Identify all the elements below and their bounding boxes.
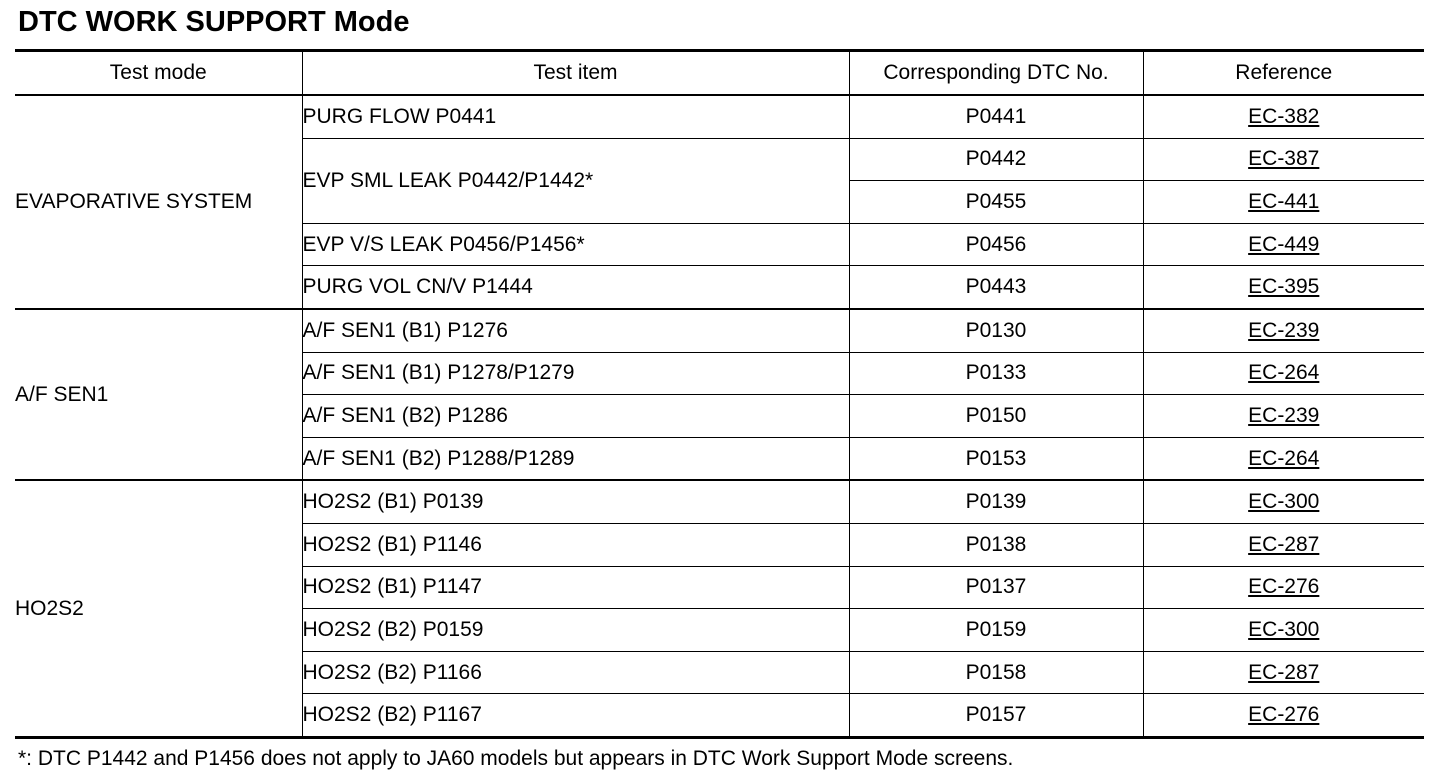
test-item-cell: HO2S2 (B1) P1146 [302, 523, 849, 566]
reference-cell [1143, 523, 1424, 566]
dtc-code-cell: P0456 [849, 223, 1143, 266]
test-item-cell: A/F SEN1 (B2) P1286 [302, 395, 849, 438]
dtc-code-cell: P0157 [849, 694, 1143, 738]
reference-link[interactable]: EC-239 [1248, 403, 1320, 427]
dtc-code-cell: P0130 [849, 309, 1143, 352]
dtc-code-cell: P0159 [849, 609, 1143, 652]
reference-cell [1143, 437, 1424, 480]
dtc-code-cell: P0138 [849, 523, 1143, 566]
test-item-cell: A/F SEN1 (B1) P1276 [302, 309, 849, 352]
dtc-code-cell: P0455 [849, 181, 1143, 224]
dtc-code-cell: P0139 [849, 480, 1143, 523]
reference-link[interactable]: EC-449 [1248, 232, 1320, 256]
reference-cell [1143, 651, 1424, 694]
test-item-cell: HO2S2 (B2) P1167 [302, 694, 849, 738]
reference-cell [1143, 566, 1424, 609]
test-item-cell: HO2S2 (B2) P1166 [302, 651, 849, 694]
reference-cell [1143, 95, 1424, 138]
dtc-code-cell: P0133 [849, 352, 1143, 395]
reference-link[interactable]: EC-287 [1248, 660, 1320, 684]
test-mode-cell: HO2S2 [15, 480, 302, 737]
test-item-cell: EVP SML LEAK P0442/P1442* [302, 138, 849, 223]
reference-link[interactable]: EC-395 [1248, 275, 1320, 299]
table-header [15, 51, 1424, 96]
table-row [15, 309, 1424, 352]
footnote: *: DTC P1442 and P1456 does not apply to JA60 models but appears in DTC Work Support Mode screens. [18, 747, 1014, 770]
dtc-code-cell: P0153 [849, 437, 1143, 480]
reference-link[interactable]: EC-239 [1248, 318, 1320, 342]
reference-cell [1143, 223, 1424, 266]
reference-cell [1143, 480, 1424, 523]
test-item-cell: HO2S2 (B1) P0139 [302, 480, 849, 523]
reference-link[interactable]: EC-287 [1248, 532, 1320, 556]
reference-link[interactable]: EC-264 [1248, 361, 1320, 385]
header-dtc-no: Corresponding DTC No. [849, 51, 1143, 96]
reference-cell [1143, 609, 1424, 652]
reference-link[interactable]: EC-264 [1248, 446, 1320, 470]
table-row [15, 480, 1424, 523]
dtc-code-cell: P0158 [849, 651, 1143, 694]
test-item-cell: A/F SEN1 (B1) P1278/P1279 [302, 352, 849, 395]
reference-cell [1143, 309, 1424, 352]
page-title: DTC WORK SUPPORT Mode [18, 6, 410, 38]
test-item-cell: HO2S2 (B2) P0159 [302, 609, 849, 652]
dtc-code-cell: P0441 [849, 95, 1143, 138]
dtc-code-cell: P0150 [849, 395, 1143, 438]
header-test-item: Test item [302, 51, 849, 96]
reference-link[interactable]: EC-387 [1248, 147, 1320, 171]
reference-link[interactable]: EC-382 [1248, 104, 1320, 128]
header-test-mode: Test mode [15, 51, 302, 96]
test-item-cell: PURG FLOW P0441 [302, 95, 849, 138]
test-item-cell: A/F SEN1 (B2) P1288/P1289 [302, 437, 849, 480]
header-row [15, 51, 1424, 96]
group-evaporative-system [15, 95, 1424, 309]
reference-cell [1143, 181, 1424, 224]
header-reference: Reference [1143, 51, 1424, 96]
test-item-cell: PURG VOL CN/V P1444 [302, 266, 849, 309]
reference-link[interactable]: EC-441 [1248, 189, 1320, 213]
reference-cell [1143, 395, 1424, 438]
reference-link[interactable]: EC-300 [1248, 490, 1320, 514]
dtc-code-cell: P0443 [849, 266, 1143, 309]
table-row [15, 95, 1424, 138]
group-af-sen1 [15, 309, 1424, 480]
dtc-code-cell: P0442 [849, 138, 1143, 181]
reference-cell [1143, 352, 1424, 395]
reference-cell [1143, 138, 1424, 181]
reference-link[interactable]: EC-300 [1248, 617, 1320, 641]
test-item-cell: HO2S2 (B1) P1147 [302, 566, 849, 609]
reference-cell [1143, 266, 1424, 309]
test-mode-cell: A/F SEN1 [15, 309, 302, 480]
test-item-cell: EVP V/S LEAK P0456/P1456* [302, 223, 849, 266]
dtc-work-support-table [15, 49, 1424, 739]
group-ho2s2 [15, 480, 1424, 737]
test-mode-cell: EVAPORATIVE SYSTEM [15, 95, 302, 309]
reference-link[interactable]: EC-276 [1248, 575, 1320, 599]
reference-link[interactable]: EC-276 [1248, 703, 1320, 727]
dtc-code-cell: P0137 [849, 566, 1143, 609]
reference-cell [1143, 694, 1424, 738]
